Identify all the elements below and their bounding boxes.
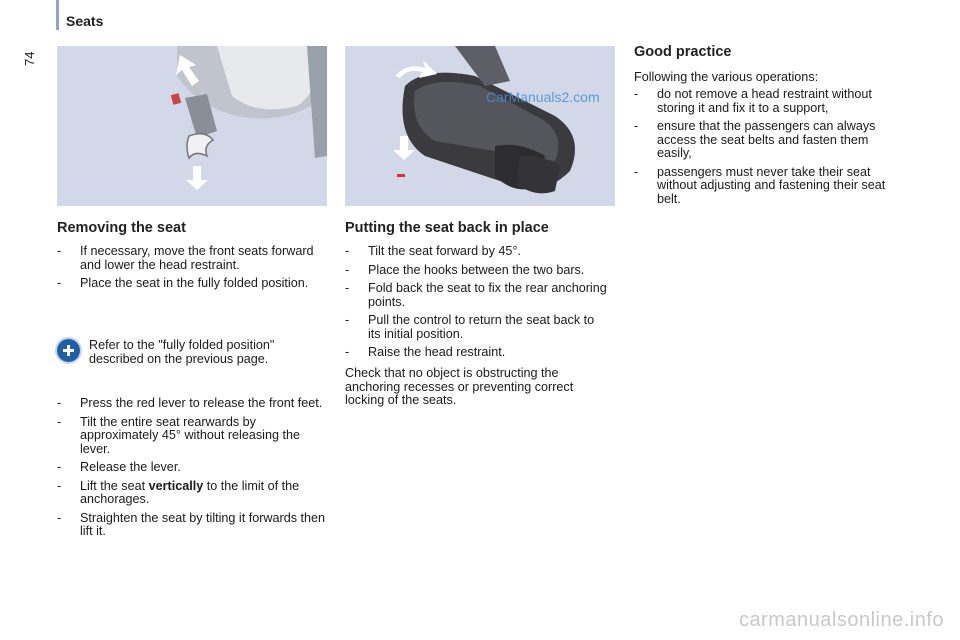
- check-paragraph: Check that no object is obstructing the anchoring recesses or preventing correct locking of the seats.: [345, 366, 574, 407]
- list-item: - do not remove a head restraint without storing it and fix it to a support,: [634, 87, 872, 115]
- page-number: 74: [22, 51, 37, 66]
- removing-steps-b: [57, 397, 329, 544]
- list-item: - Fold back the seat to fix the rear anchoring points.: [345, 281, 607, 309]
- list-item: - ensure that the passengers can always access the seat belts and fasten them easily,: [634, 119, 876, 160]
- list-item: - Straighten the seat by tilting it forwards then lift it.: [57, 510, 326, 538]
- footer-watermark: carmanualsonline.info: [738, 609, 944, 631]
- list-item: - If necessary, move the front seats forward and lower the head restraint.: [57, 244, 314, 272]
- list-item: - Press the red lever to release the front feet.: [57, 396, 323, 410]
- plus-circle-icon: [57, 339, 80, 362]
- heading-putting-seat-back: Putting the seat back in place: [345, 220, 549, 236]
- list-item: - Place the seat in the fully folded position.: [57, 276, 309, 290]
- figure-putting-seat-back: [345, 46, 615, 206]
- watermark: CarManuals2.com: [486, 89, 600, 105]
- list-item: - Tilt the entire seat rearwards by approximately 45° without releasing the lever.: [57, 414, 300, 456]
- list-item: - passengers must never take their seat without adjusting and fastening their seat belt.: [634, 164, 886, 206]
- list-item: - Lift the seat vertically to the limit of the anchorages.: [57, 478, 300, 506]
- header-rule: [56, 0, 59, 30]
- section-title: Seats: [66, 13, 104, 29]
- good-practice-intro: Following the various operations:: [634, 70, 819, 84]
- removing-steps-a: [57, 245, 327, 296]
- figure-removing-seat: [57, 46, 327, 206]
- list-item: - Release the lever.: [57, 460, 181, 474]
- list-item: - Raise the head restraint.: [345, 345, 506, 359]
- list-item: - Tilt the seat forward by 45°.: [345, 244, 521, 258]
- putting-back-steps: [345, 245, 610, 365]
- heading-good-practice: Good practice: [634, 44, 732, 60]
- good-practice-list: [634, 88, 890, 211]
- list-item: - Place the hooks between the two bars.: [345, 262, 585, 277]
- list-item: - Pull the control to return the seat back to its initial position.: [345, 313, 595, 341]
- note-text: Refer to the "fully folded position" described on the previous page.: [89, 338, 275, 366]
- heading-removing-seat: Removing the seat: [57, 220, 186, 236]
